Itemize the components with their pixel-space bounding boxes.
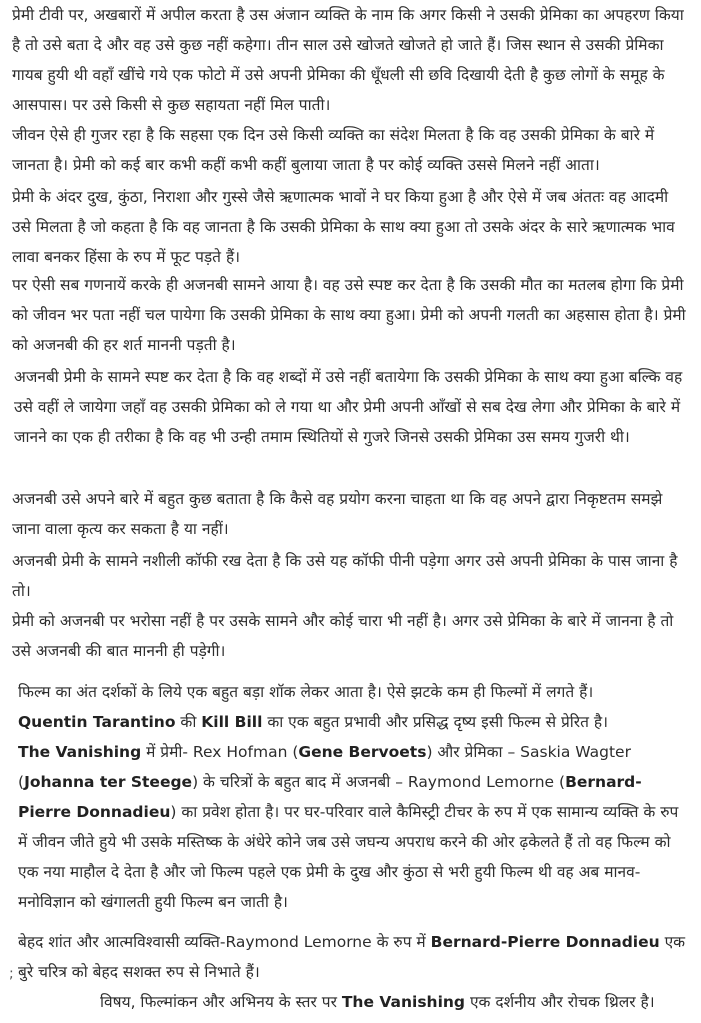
actor-name: Bernard-Pierre Donnadieu — [430, 933, 660, 951]
actor-name: Johanna ter Steege — [24, 773, 193, 791]
paragraph-2: जीवन ऐसे ही गुजर रहा है कि सहसा एक दिन उसे किसी व्यक्ति का संदेश मिलता है कि वह उसकी प्रेमिका के बारे में जानता है। प्रेमी को कई बार कभी कहीं कभी कहीं बुलाया जाता है पर कोई व्यक्ति उससे मिलने नहीं आता। — [12, 126, 655, 174]
text-segment: में प्रेमी- Rex Hofman ( — [141, 743, 299, 761]
text-segment: ) और प्रेमिका – Saskia Wagter ( — [18, 743, 631, 791]
paragraph-9: फिल्म का अंत दर्शकों के लिये एक बहुत बड़ा शॉक लेकर आता है। ऐसे झटके कम ही फिल्मों में लगते हैं। — [18, 683, 594, 701]
paragraph-6: अजनबी उसे अपने बारे में बहुत कुछ बताता है कि कैसे वह प्रयोग करना चाहता था कि वह अपने द्वारा निकृष्टतम समझे जाना वाला कृत्य कर सकता है या नहीं। — [12, 490, 663, 538]
paragraph-5: अजनबी प्रेमी के सामने स्पष्ट कर देता है कि वह शब्दों में उसे नहीं बतायेगा कि उसकी प्रेमिका के साथ क्या हुआ बल्कि वह उसे वहीं ले जायेगा जहाँ वह उसकी प्रेमिका को ले गया था और प्रेमी अपनी आँखों से सब देख लेगा और प्रेमिका के बारे में जानने का एक ही तरीका है कि वह भी उन्ही तमाम स्थितियों से गुजरे जिनसे उसकी प्रेमिका उस समय गुजरी थी। — [14, 368, 683, 446]
text-segment: विषय, फिल्मांकन और अभिनय के स्तर पर — [100, 993, 342, 1011]
director-name: Quentin Tarantino — [18, 713, 176, 731]
actor-name: Gene Bervoets — [298, 743, 427, 761]
paragraph-7: अजनबी प्रेमी के सामने नशीली कॉफी रख देता है कि उसे यह कॉफी पीनी पड़ेगा अगर उसे अपनी प्रेमिका के पास जाना है तो। — [12, 552, 678, 600]
film-title: The Vanishing — [18, 743, 142, 761]
text-segment: का एक बहुत प्रभावी और प्रसिद्ध दृष्य इसी फिल्म से प्रेरित है। — [262, 713, 609, 731]
paragraph-11 — [18, 737, 688, 917]
text-segment: ) का प्रवेश होता है। पर घर-परिवार वाले कैमिस्ट्री टीचर के रुप में एक सामान्य व्यक्ति के रुप में जीवन जीते हुये भी उसके मस्तिष्क के अंधेरे कोने जब उसे जघन्य अपराध करने की ओर ढ़केलते हैं तो वह फिल्म को एक नया माहौल दे देता है और जो फिल्म पहले एक प्रेमी के दुख और कुंठा से भरी हुयी फिल्म थी वह अब मानव-मनोविज्ञान को खंगालती हुयी फिल्म बन जाती है। — [18, 803, 679, 911]
text-segment: एक बुरे चरित्र को बेहद सशक्त रुप से निभाते हैं। — [18, 933, 686, 981]
paragraph-12 — [18, 927, 688, 987]
paragraph-13 — [100, 987, 690, 1017]
paragraph-8: प्रेमी को अजनबी पर भरोसा नहीं है पर उसके सामने और कोई चारा भी नहीं है। अगर उसे प्रेमिका के बारे में जानना है तो उसे अजनबी की बात माननी ही पड़ेगी। — [12, 612, 674, 660]
paragraph-3: प्रेमी के अंदर दुख, कुंठा, निराशा और गुस्से जैसे ऋणात्मक भावों ने घर किया हुआ है और ऐसे में जब अंततः वह आदमी उसे मिलता है जो कहता है कि वह जानता है कि उसकी प्रेमिका के साथ क्या हुआ तो उसके अंदर के सारे ऋणात्मक भाव लावा बनकर हिंसा के रुप में फूट पड़ते हैं। — [12, 188, 675, 266]
text-segment: ) के चरित्रों के बहुत बाद में अजनबी – Raymond Lemorne ( — [192, 773, 566, 791]
text-segment: एक दर्शनीय और रोचक थ्रिलर है। — [465, 993, 655, 1011]
film-title: The Vanishing — [341, 993, 466, 1011]
paragraph-4: पर ऐसी सब गणनायें करके ही अजनबी सामने आया है। वह उसे स्पष्ट कर देता है कि उसकी मौत का मतलब होगा कि प्रेमी को जीवन भर पता नहीं चल पायेगा कि उसकी प्रेमिका के साथ क्या हुआ। प्रेमी को अपनी गलती का अहसास होता है। प्रेमी को अजनबी की हर शर्त माननी पड़ती है। — [12, 276, 686, 354]
paragraph-10 — [18, 707, 688, 737]
film-title: Kill Bill — [201, 713, 263, 731]
stray-semicolon-mark: ; — [9, 966, 14, 982]
paragraph-1: प्रेमी टीवी पर, अखबारों में अपील करता है उस अंजान व्यक्ति के नाम कि अगर किसी ने उसकी प्रेमिका का अपहरण किया है तो उसे बता दे और वह उसे कुछ नहीं कहेगा। तीन साल उसे खोजते खोजते हो जाते हैं। जिस स्थान से उसकी प्रेमिका गायब हुयी थी वहाँ खींचे गये एक फोटो में उसे अपनी प्रेमिका की धूँधली सी छवि दिखायी देती है कुछ लोगों के समूह के आसपास। पर उसे किसी से कुछ सहायता नहीं मिल पाती। — [12, 6, 684, 114]
text-segment: बेहद शांत और आत्मविश्वासी व्यक्ति-Raymond Lemorne के रुप में — [18, 933, 431, 951]
text-segment: की — [175, 713, 202, 731]
actor-name: Bernard-Pierre Donnadieu — [18, 773, 642, 821]
